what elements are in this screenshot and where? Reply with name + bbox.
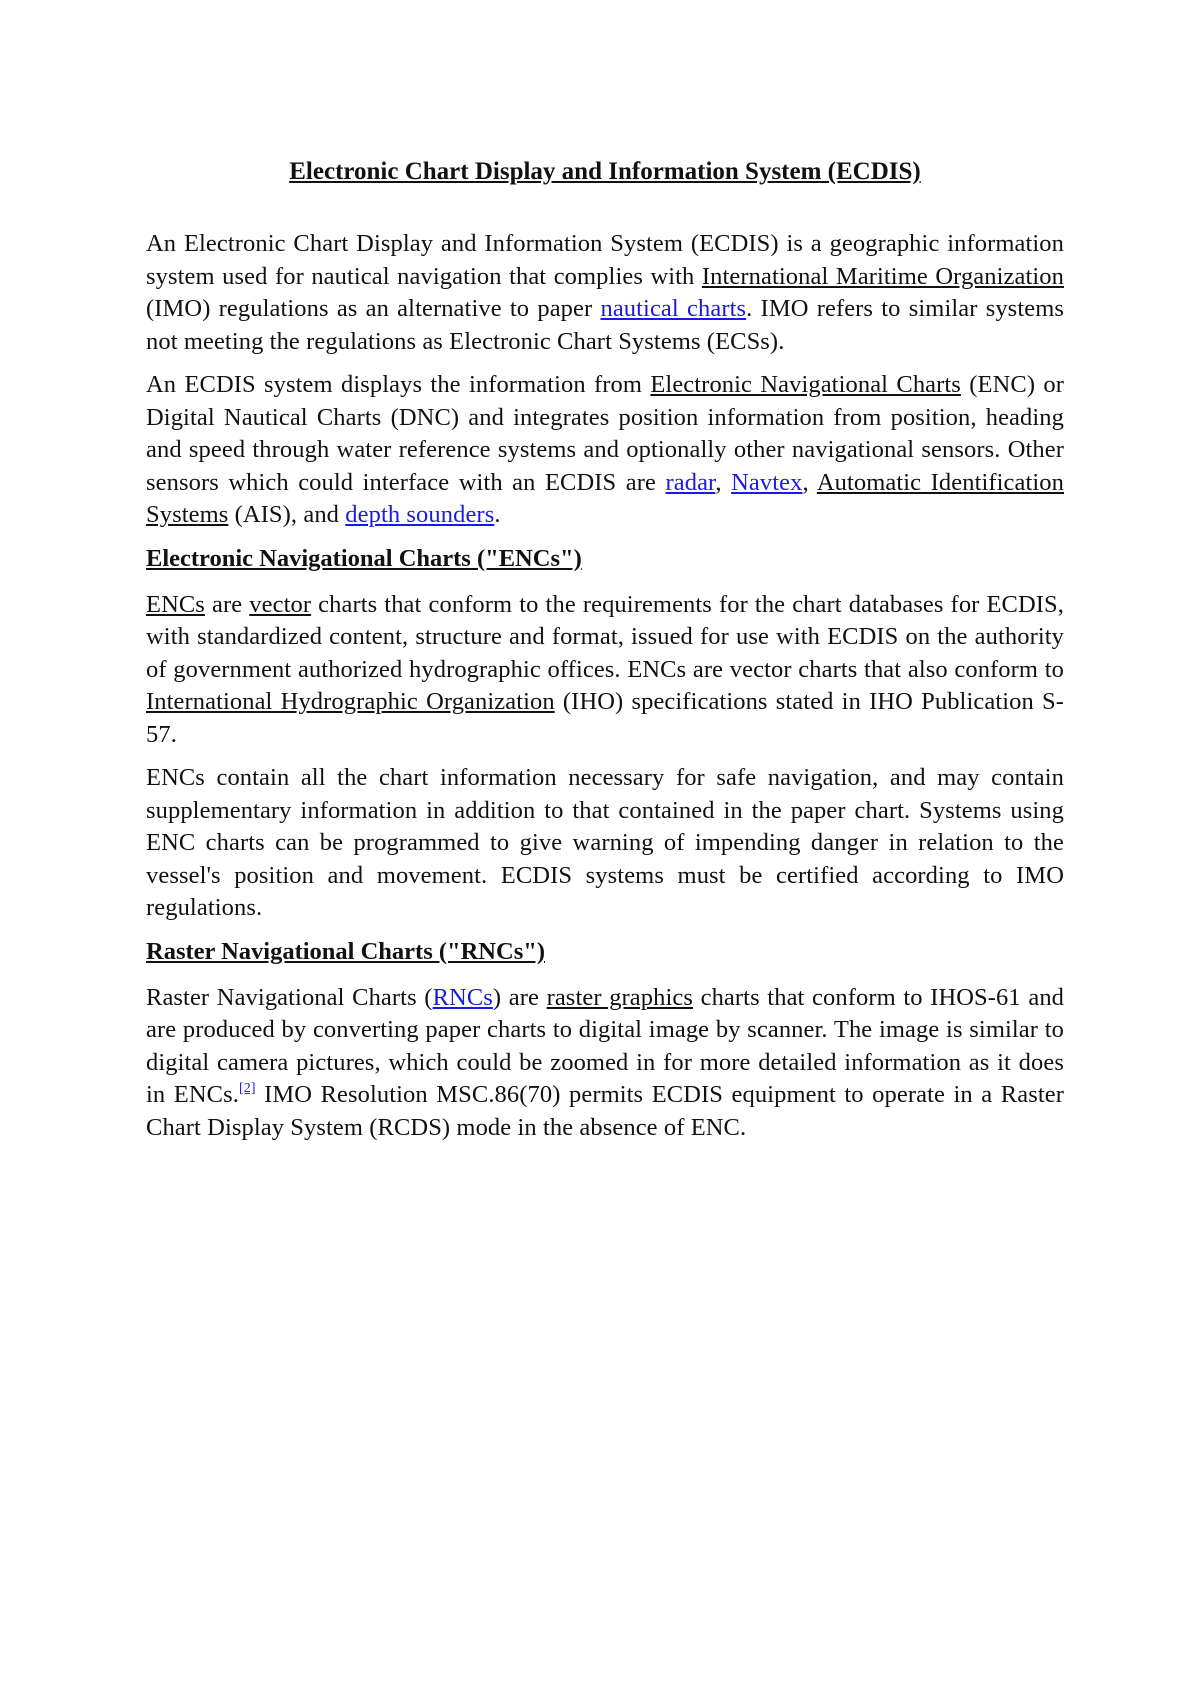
link-electronic-navigational-charts[interactable]: Electronic Navigational Charts (650, 371, 961, 398)
rncs-paragraph: Raster Navigational Charts (RNCs) are raster graphics charts that conform to IHOS-61 and are produced by converting paper charts to digital image by scanner. The image is similar to digital camera pictures, which could be zoomed in for more detailed information as it does in ENCs.[2] IMO Resolution MSC.86(70) permits ECDIS equipment to operate in a Raster Chart Display System (RCDS) mode in the absence of ENC. (146, 983, 1065, 1141)
link-nautical-charts[interactable]: nautical charts (600, 295, 747, 322)
ecdis-system-paragraph: An ECDIS system displays the information from Electronic Navigational Charts (ENC) or Digital Nautical Charts (DNC) and integrates position information from position, heading and speed through water reference systems and optionally other navigational sensors. Other sensors which could interface with an ECDIS are radar, Navtex, Automatic Identification Systems (AIS), and depth sounders. (146, 371, 1065, 528)
section-heading-rncs: Raster Navigational Charts ("RNCs") (146, 937, 545, 965)
link-depth-sounders[interactable]: depth sounders (345, 501, 495, 528)
link-iho[interactable]: International Hydrographic Organization (146, 688, 555, 715)
link-imo[interactable]: International Maritime Organization (701, 262, 1064, 290)
link-encs[interactable]: ENCs (146, 590, 205, 618)
citation-ref[interactable]: [2] (238, 1081, 256, 1096)
link-rncs[interactable]: RNCs (432, 983, 493, 1011)
link-vector[interactable]: vector (249, 590, 312, 618)
section-heading-encs: Electronic Navigational Charts ("ENCs") (146, 544, 582, 572)
page-title: Electronic Chart Display and Information System (ECDIS) (289, 158, 921, 185)
link-navtex[interactable]: Navtex (731, 468, 803, 496)
document-page (146, 157, 1064, 1144)
link-radar[interactable]: radar (665, 468, 716, 496)
encs-content-paragraph: ENCs contain all the chart information necessary for safe navigation, and may contain supplementary information in addition to that contained in the paper chart. Systems using ENC charts can be programmed to give warning of impending danger in relation to the vessel's position and movement. ECDIS systems must be certified according to IMO regulations. (146, 764, 1064, 921)
intro-paragraph: An Electronic Chart Display and Information System (ECDIS) is a geographic information system used for nautical navigation that complies with International Maritime Organization (IMO) regulations as an alternative to paper nautical charts. IMO refers to similar systems not meeting the regulations as Electronic Chart Systems (ECSs). (146, 230, 1064, 355)
link-ais[interactable]: Automatic Identification Systems (146, 468, 1065, 528)
link-raster-graphics[interactable]: raster graphics (546, 983, 693, 1011)
encs-paragraph: ENCs are vector charts that conform to the requirements for the chart databases for ECDIS, with standardized content, structure and format, issued for use with ECDIS on the authority of government authorized hydrographic offices. ENCs are vector charts that also conform to International Hydrographic Organization (IHO) specifications stated in IHO Publication S-57. (146, 590, 1064, 748)
